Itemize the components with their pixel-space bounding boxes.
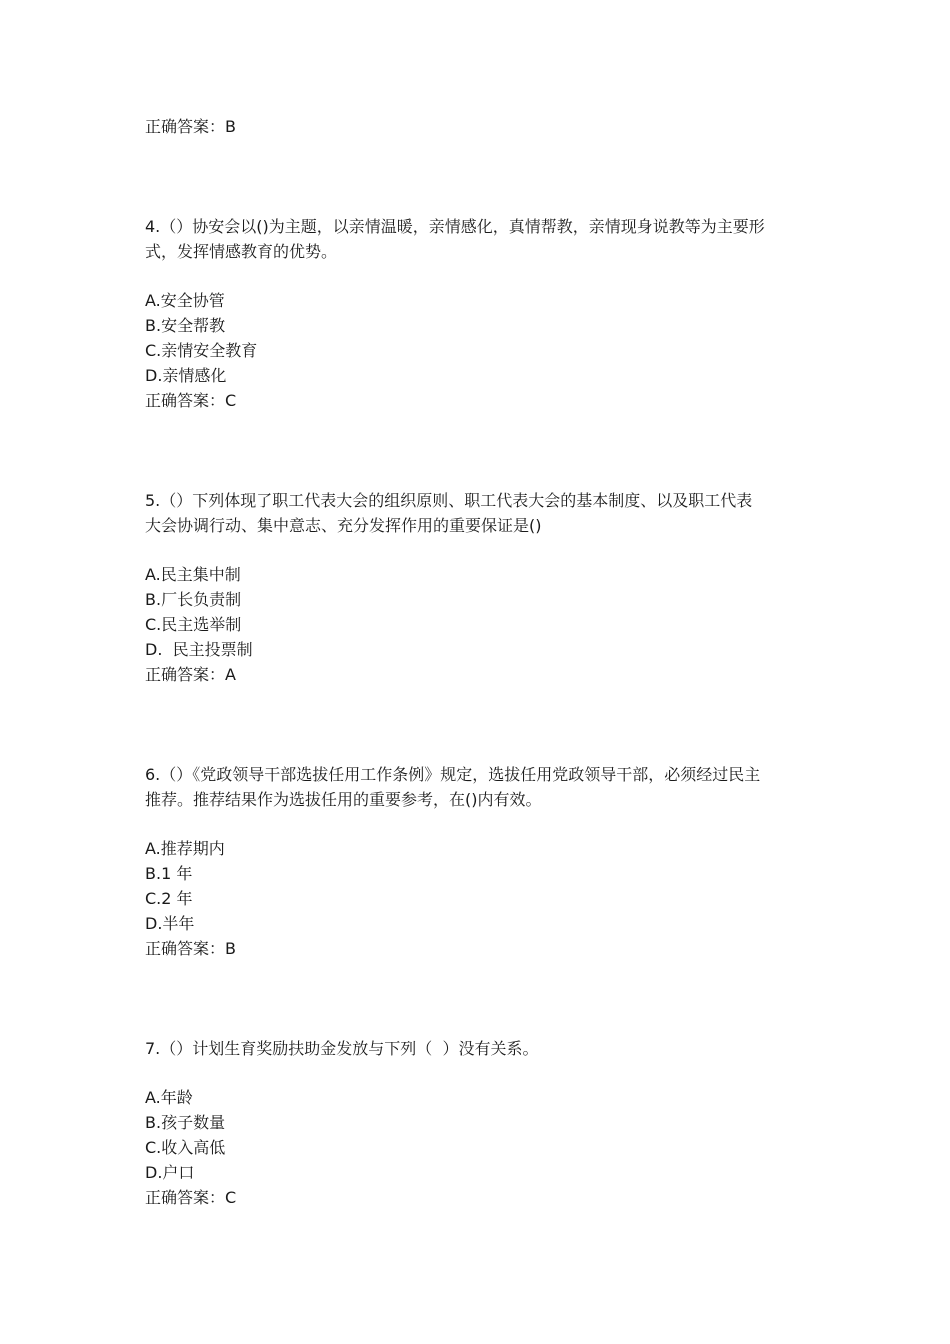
option-d: D. 民主投票制 (145, 640, 253, 659)
option-a: A.年龄 (145, 1088, 193, 1107)
option-a: A.推荐期内 (145, 839, 225, 858)
correct-answer: 正确答案：C (145, 391, 237, 410)
question-stem-line: 7.（）计划生育奖励扶助金发放与下列（ ）没有关系。 (145, 1039, 539, 1058)
option-d: D.半年 (145, 914, 195, 933)
question-stem-line: 式，发挥情感教育的优势。 (145, 242, 338, 261)
correct-answer: 正确答案：C (145, 1188, 237, 1207)
option-d: D.亲情感化 (145, 366, 227, 385)
option-b: B.安全帮教 (145, 316, 226, 335)
correct-answer: 正确答案：B (145, 939, 236, 958)
option-c: C.收入高低 (145, 1138, 226, 1157)
option-b: B.厂长负责制 (145, 590, 242, 609)
previous-answer: 正确答案：B (145, 117, 236, 136)
question-stem-line: 大会协调行动、集中意志、充分发挥作用的重要保证是() (145, 516, 542, 535)
option-b: B.1 年 (145, 864, 193, 883)
option-c: C.民主选举制 (145, 615, 242, 634)
option-a: A.安全协管 (145, 291, 225, 310)
question-stem-line: 6.（）《党政领导干部选拔任用工作条例》规定，选拔任用党政领导干部，必须经过民主 (145, 765, 761, 784)
question-stem-line: 5.（）下列体现了职工代表大会的组织原则、职工代表大会的基本制度、以及职工代表 (145, 491, 753, 510)
option-b: B.孩子数量 (145, 1113, 226, 1132)
option-c: C.2 年 (145, 889, 193, 908)
question-stem-line: 推荐。推荐结果作为选拔任用的重要参考，在()内有效。 (145, 790, 542, 809)
option-d: D.户口 (145, 1163, 195, 1182)
question-stem-line: 4.（）协安会以()为主题，以亲情温暖，亲情感化，真情帮教，亲情现身说教等为主要形 (145, 217, 765, 236)
option-c: C.亲情安全教育 (145, 341, 258, 360)
option-a: A.民主集中制 (145, 565, 241, 584)
correct-answer: 正确答案：A (145, 665, 236, 684)
